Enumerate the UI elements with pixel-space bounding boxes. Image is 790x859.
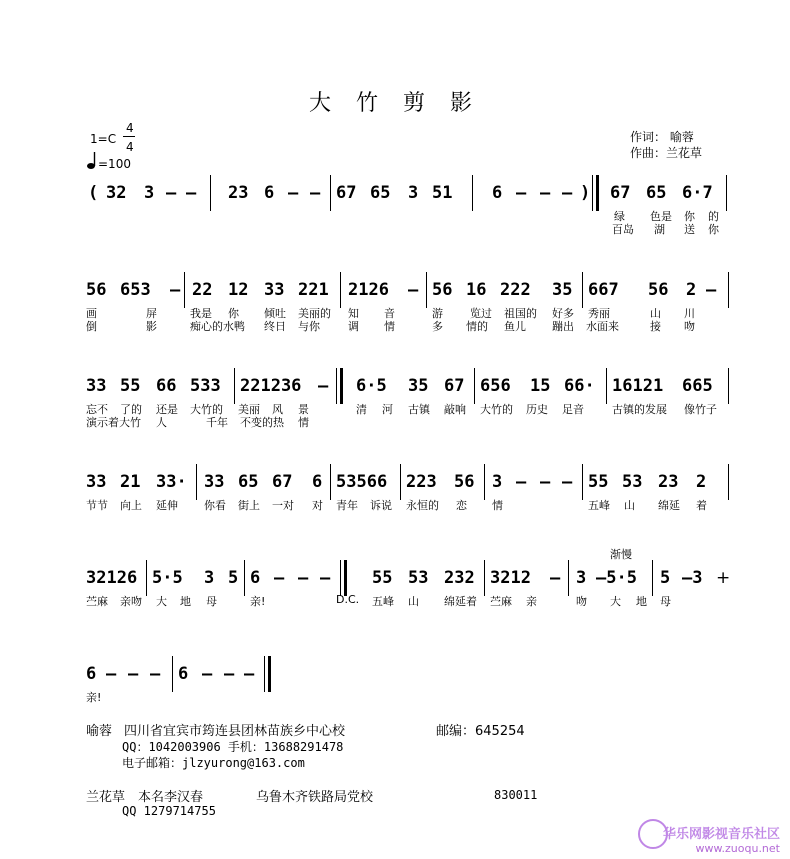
lyric: 节节 xyxy=(86,499,108,512)
bar-line xyxy=(400,464,401,500)
lyric: 像竹子 xyxy=(684,403,717,416)
note-group: 55 xyxy=(588,472,609,492)
author-name: 喻蓉 xyxy=(86,724,113,739)
note-group: 35 xyxy=(408,376,429,396)
note-group: – xyxy=(202,664,213,684)
lyric: 画 xyxy=(86,307,97,320)
lyric: 吻 xyxy=(576,595,587,608)
lyric: 地 xyxy=(636,595,647,608)
score-row-1 xyxy=(0,175,790,235)
lyric: 母 xyxy=(660,595,671,608)
lyric: 接 xyxy=(650,320,661,333)
lyric: 倒 xyxy=(86,320,97,333)
lyric: 着 xyxy=(696,499,707,512)
note-group: – xyxy=(224,664,235,684)
lyric: 清 xyxy=(356,403,367,416)
note-group: 21 xyxy=(120,472,141,492)
note-group: 653 xyxy=(120,280,151,300)
lyric: 恋 xyxy=(456,499,467,512)
note-group: – xyxy=(186,183,197,203)
note-group: – xyxy=(298,568,309,588)
bar-line xyxy=(244,560,245,596)
note-group: – xyxy=(540,183,551,203)
lyric: 诉说 xyxy=(370,499,392,512)
lyric: 足音 xyxy=(562,403,584,416)
score-row-2 xyxy=(0,272,790,332)
note-group: 656 xyxy=(480,376,511,396)
note-group: 16121 xyxy=(612,376,664,396)
lyric: 调 xyxy=(348,320,359,333)
lyric: 忘不 xyxy=(86,403,108,416)
lyric: 你看 xyxy=(204,499,226,512)
note-group: 55 xyxy=(372,568,393,588)
quarter-note-icon xyxy=(86,150,98,170)
lyric: 千年 xyxy=(206,416,228,429)
note-group: 56 xyxy=(86,280,107,300)
lyric: 情 xyxy=(384,320,395,333)
note-group: 5 xyxy=(228,568,239,588)
composer-address: 乌鲁木齐铁路局党校 xyxy=(256,790,374,805)
bar-line xyxy=(652,560,653,596)
note-group: 6 xyxy=(86,664,97,684)
note-group: 6·5 xyxy=(356,376,387,396)
note-group: 56 xyxy=(454,472,475,492)
lyric: 湖 xyxy=(654,223,665,236)
bar-line xyxy=(728,464,729,500)
end-bar-line xyxy=(344,560,347,596)
composer-postal: 830011 xyxy=(494,788,538,802)
note-group: 6 xyxy=(178,664,189,684)
note-group: 66 xyxy=(156,376,177,396)
note-group: – xyxy=(106,664,117,684)
note-group: –3 xyxy=(682,568,703,588)
composer-credit: 作曲：兰花草 xyxy=(630,146,703,160)
lyric: 音 xyxy=(384,307,395,320)
note-group: 665 xyxy=(682,376,713,396)
note-group: – xyxy=(550,568,561,588)
note-group: – xyxy=(516,472,527,492)
note-group: 6 xyxy=(264,183,275,203)
lyric: 色是 xyxy=(650,210,672,223)
bar-line xyxy=(340,272,341,308)
note-group: 65 xyxy=(370,183,391,203)
note-group: 32126 xyxy=(86,568,138,588)
repeat-bar-line xyxy=(596,175,599,211)
note-group: 5·5 xyxy=(152,568,183,588)
bar-line xyxy=(474,368,475,404)
composer-real-name: 本名李汉春 xyxy=(138,790,204,805)
composer-name: 兰花草 xyxy=(86,790,126,805)
lyric: 大 xyxy=(610,595,621,608)
note-group: – xyxy=(706,280,717,300)
score-row-4 xyxy=(0,464,790,512)
lyric: 苎麻 xyxy=(490,595,512,608)
bar-line xyxy=(484,560,485,596)
lyric: D.C. xyxy=(336,593,360,606)
lyric: 绿 xyxy=(614,210,625,223)
tempo-change-mark: 渐慢 xyxy=(610,548,632,561)
lyric: 一对 xyxy=(272,499,294,512)
lyric: 的 xyxy=(708,210,719,223)
lyric: 对 xyxy=(312,499,323,512)
lyric: 游 xyxy=(432,307,443,320)
note-group: 3 xyxy=(144,183,155,203)
note-group: – xyxy=(128,664,139,684)
bar-line xyxy=(330,464,331,500)
note-group: 222 xyxy=(500,280,531,300)
lyric: 痴心的水鸭 xyxy=(190,320,245,333)
note-group: 223 xyxy=(406,472,437,492)
lyric: 风 xyxy=(272,403,283,416)
note-group: 67 xyxy=(610,183,631,203)
note-group: 65 xyxy=(646,183,667,203)
note-group: 3 xyxy=(204,568,215,588)
bar-line xyxy=(728,272,729,308)
lyric: 历史 xyxy=(526,403,548,416)
lyric: 五峰 xyxy=(588,499,610,512)
lyric: 演示着大竹 xyxy=(86,416,141,429)
bar-line xyxy=(330,175,331,211)
bar-line xyxy=(196,464,197,500)
bar-line xyxy=(426,272,427,308)
lyric: 亲! xyxy=(250,595,266,608)
lyric: 山 xyxy=(650,307,661,320)
note-group: 67 xyxy=(444,376,465,396)
lyric: 古镇 xyxy=(408,403,430,416)
lyric: 亲! xyxy=(86,691,102,704)
note-group: 33 xyxy=(264,280,285,300)
note-group: 12 xyxy=(228,280,249,300)
lyric: 影 xyxy=(146,320,157,333)
note-group: 65 xyxy=(238,472,259,492)
fermata-plus-mark: + xyxy=(716,568,731,588)
note-group: 221 xyxy=(298,280,329,300)
lyric: 川 xyxy=(684,307,695,320)
bar-line xyxy=(184,272,185,308)
watermark-title: 华乐网影视音乐社区 xyxy=(662,827,780,842)
lyric: 美丽的 xyxy=(298,307,331,320)
lyric: 你 xyxy=(684,210,695,223)
note-group: 53 xyxy=(408,568,429,588)
lyric: 街上 xyxy=(238,499,260,512)
lyric: 我是 xyxy=(190,307,212,320)
lyric: 情 xyxy=(298,416,309,429)
note-group: – xyxy=(540,472,551,492)
lyric: 屏 xyxy=(146,307,157,320)
note-group: – xyxy=(288,183,299,203)
composer-qq: QQ 1279714755 xyxy=(122,804,216,818)
lyric: 不变的热 xyxy=(240,416,284,429)
time-signature-bottom: 4 xyxy=(126,140,134,154)
bar-line xyxy=(484,464,485,500)
author-contact: QQ：1042003906 手机：13688291478 xyxy=(122,740,344,754)
lyric: 倾吐 xyxy=(264,307,286,320)
lyric: 永恒的 xyxy=(406,499,439,512)
note-group: 53 xyxy=(622,472,643,492)
note-group: – xyxy=(150,664,161,684)
note-group: 33 xyxy=(86,472,107,492)
lyric: 蹦出 xyxy=(552,320,574,333)
lyric: 水面来 xyxy=(586,320,619,333)
note-group: 56 xyxy=(648,280,669,300)
bar-line xyxy=(582,464,583,500)
lyric: 山 xyxy=(408,595,419,608)
note-group: 533 xyxy=(190,376,221,396)
note-group: 6 xyxy=(312,472,323,492)
lyric: 大 xyxy=(156,595,167,608)
lyric: 览过 xyxy=(470,307,492,320)
note-group: – xyxy=(516,183,527,203)
note-group: 6·7 xyxy=(682,183,713,203)
lyric: 古镇的发展 xyxy=(612,403,667,416)
page-title: 大 竹 剪 影 xyxy=(309,91,481,116)
score-row-6 xyxy=(0,656,790,704)
note-group: 23 xyxy=(228,183,249,203)
lyric: 秀丽 xyxy=(588,307,610,320)
note-group: – xyxy=(318,376,329,396)
note-group: 6 xyxy=(250,568,261,588)
bar-line xyxy=(606,368,607,404)
lyric: 知 xyxy=(348,307,359,320)
lyric: 情 xyxy=(492,499,503,512)
note-group: 2 xyxy=(696,472,707,492)
lyric: 苎麻 xyxy=(86,595,108,608)
note-group: – xyxy=(274,568,285,588)
note-group: 35 xyxy=(552,280,573,300)
bar-line xyxy=(582,272,583,308)
note-group: –5·5 xyxy=(596,568,637,588)
note-group: 5 xyxy=(660,568,671,588)
key-signature: 1=C xyxy=(90,132,117,146)
lyric: 与你 xyxy=(298,320,320,333)
lyric: 祖国的 xyxy=(504,307,537,320)
watermark xyxy=(663,823,780,855)
note-group: 32 xyxy=(106,183,127,203)
note-group: – xyxy=(166,183,177,203)
note-group: 56 xyxy=(432,280,453,300)
final-bar-line xyxy=(268,656,271,692)
note-group: 53566 xyxy=(336,472,388,492)
note-group: 3 xyxy=(492,472,503,492)
lyric: 向上 xyxy=(120,499,142,512)
note-group: – xyxy=(170,280,181,300)
note-group: 67 xyxy=(272,472,293,492)
note-group: 2 xyxy=(686,280,697,300)
lyric: 亲 xyxy=(526,595,537,608)
note-group: – xyxy=(562,472,573,492)
bar-line xyxy=(146,560,147,596)
note-group: 2126 xyxy=(348,280,389,300)
score-row-3 xyxy=(0,368,790,428)
note-group: 221236 xyxy=(240,376,302,396)
author-email: 电子邮箱：jlzyurong@163.com xyxy=(122,756,305,770)
lyric: 你 xyxy=(708,223,719,236)
note-group: 33· xyxy=(156,472,187,492)
note-group: – xyxy=(408,280,419,300)
bar-line xyxy=(592,175,593,211)
bar-line xyxy=(472,175,473,211)
bar-line xyxy=(264,656,265,692)
note-group: 33 xyxy=(86,376,107,396)
lyric: 敲响 xyxy=(444,403,466,416)
lyric: 多 xyxy=(432,320,443,333)
note-group: ( xyxy=(88,183,99,203)
lyric: 还是 xyxy=(156,403,178,416)
lyric: 亲吻 xyxy=(120,595,142,608)
note-group: 3 xyxy=(576,568,587,588)
bar-line xyxy=(726,175,727,211)
bar-line xyxy=(728,368,729,404)
note-group: 3212 xyxy=(490,568,531,588)
lyricist-credit: 作词： 喻蓉 xyxy=(630,130,694,144)
watermark-url: www.zuoqu.net xyxy=(695,842,780,855)
lyric: 了的 xyxy=(120,403,142,416)
note-group: 667 xyxy=(588,280,619,300)
bar-line xyxy=(340,560,341,596)
lyric: 青年 xyxy=(336,499,358,512)
note-group: 33 xyxy=(204,472,225,492)
time-signature-top: 4 xyxy=(126,121,134,135)
lyric: 人 xyxy=(156,416,167,429)
lyric: 河 xyxy=(382,403,393,416)
note-group: 67 xyxy=(336,183,357,203)
note-group: 51 xyxy=(432,183,453,203)
note-group: 55 xyxy=(120,376,141,396)
bar-line xyxy=(172,656,173,692)
note-group: 3 xyxy=(408,183,419,203)
repeat-bar-line xyxy=(340,368,343,404)
lyric: 地 xyxy=(180,595,191,608)
note-group: – xyxy=(244,664,255,684)
lyric: 吻 xyxy=(684,320,695,333)
lyric: 鱼儿 xyxy=(504,320,526,333)
lyric: 绵延着 xyxy=(444,595,477,608)
lyric: 百岛 xyxy=(612,223,634,236)
note-group: 232 xyxy=(444,568,475,588)
lyric: 延伸 xyxy=(156,499,178,512)
lyric: 大竹的 xyxy=(480,403,513,416)
note-group: – xyxy=(320,568,331,588)
lyric: 你 xyxy=(228,307,239,320)
score-row-5 xyxy=(0,560,790,608)
author-address: 四川省宜宾市筠连县团林苗族乡中心校 xyxy=(124,724,346,739)
lyric: 送 xyxy=(684,223,695,236)
note-group: 66· xyxy=(564,376,595,396)
note-group: 6 xyxy=(492,183,503,203)
note-group: – xyxy=(562,183,573,203)
bar-line xyxy=(336,368,337,404)
lyric: 美丽 xyxy=(238,403,260,416)
lyric: 山 xyxy=(624,499,635,512)
tempo-marking: =100 xyxy=(98,157,131,171)
bar-line xyxy=(568,560,569,596)
lyric: 好多 xyxy=(552,307,574,320)
lyric: 绵延 xyxy=(658,499,680,512)
lyric: 景 xyxy=(298,403,309,416)
note-group: ) xyxy=(580,183,591,203)
lyric: 大竹的 xyxy=(190,403,223,416)
lyric: 终日 xyxy=(264,320,286,333)
author-postal: 邮编：645254 xyxy=(436,724,525,739)
lyric: 情的 xyxy=(466,320,488,333)
note-group: 23 xyxy=(658,472,679,492)
bar-line xyxy=(234,368,235,404)
note-group: – xyxy=(310,183,321,203)
note-group: 22 xyxy=(192,280,213,300)
bar-line xyxy=(210,175,211,211)
lyric: 五峰 xyxy=(372,595,394,608)
time-signature-line xyxy=(123,136,135,137)
lyric: 母 xyxy=(206,595,217,608)
note-group: 16 xyxy=(466,280,487,300)
note-group: 15 xyxy=(530,376,551,396)
